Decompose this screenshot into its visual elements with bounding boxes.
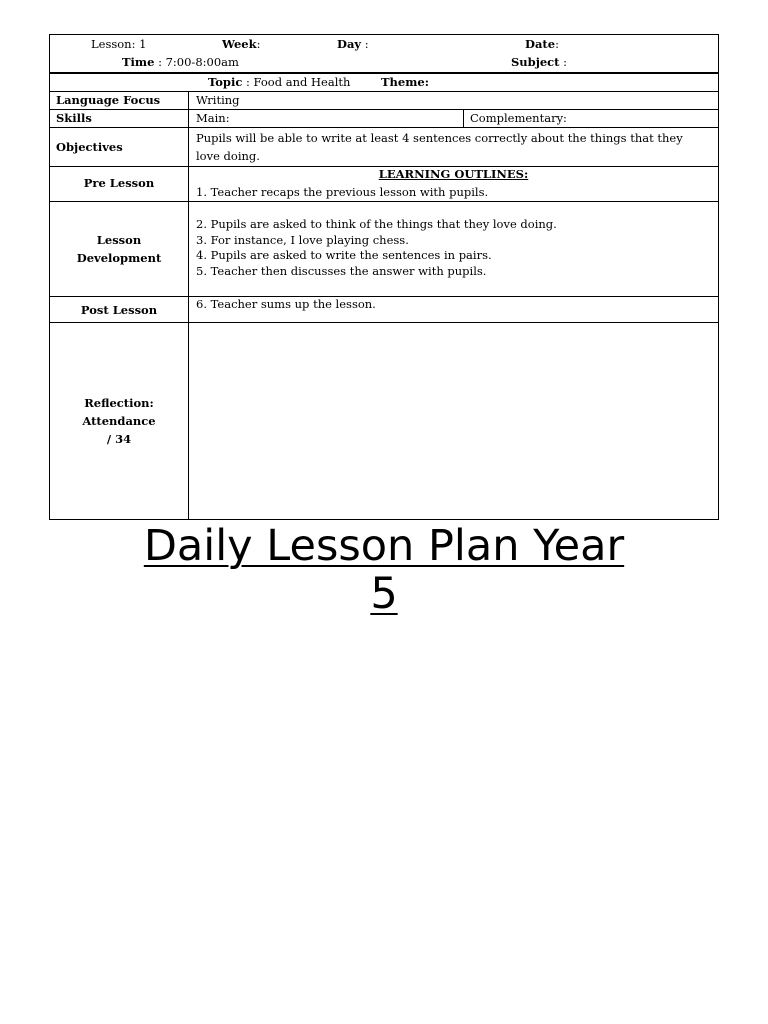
topic-row — [50, 73, 718, 92]
reflection-row — [50, 323, 718, 519]
lesson-label: Lesson: — [91, 37, 136, 51]
topic-field — [208, 75, 350, 90]
lesson-development-row — [50, 202, 718, 297]
objectives-label: Objectives — [50, 128, 189, 166]
skills-complementary-label: Complementary: — [470, 111, 567, 125]
subject-field — [511, 55, 567, 70]
post-lesson-step: 6. Teacher sums up the lesson. — [196, 297, 376, 311]
week-label: Week — [222, 37, 257, 51]
skills-complementary-cell — [464, 110, 718, 127]
skills-label: Skills — [50, 110, 189, 127]
time-value: : 7:00-8:00am — [158, 55, 239, 69]
date-separator: : — [555, 37, 559, 51]
time-label: Time — [122, 55, 155, 69]
development-step: 5. Teacher then discusses the answer with pupils. — [196, 263, 487, 278]
language-focus-value: Writing — [196, 93, 240, 107]
lesson-plan-table — [49, 34, 719, 520]
lesson-development-label: Lesson Development — [50, 202, 189, 296]
post-lesson-label: Post Lesson — [50, 297, 189, 322]
week-separator: : — [256, 37, 261, 51]
pre-lesson-label: Pre Lesson — [50, 167, 189, 201]
reflection-label: Reflection: Attendance / 34 — [50, 323, 189, 519]
date-label: Date — [525, 37, 556, 51]
skills-row — [50, 110, 718, 128]
lesson-development-content — [189, 202, 718, 296]
document-title-line-1: Daily Lesson Plan Year — [143, 521, 625, 571]
day-label: Day — [337, 37, 362, 51]
skills-main-label: Main: — [196, 111, 230, 125]
time-field — [122, 55, 239, 70]
skills-main-cell — [189, 110, 464, 127]
document-title-line-2: 5 — [370, 569, 398, 619]
development-step: 4. Pupils are asked to write the sentences in pairs. — [196, 248, 492, 262]
pre-lesson-row — [50, 167, 718, 202]
lesson-value: 1 — [139, 37, 147, 51]
language-focus-label: Language Focus — [50, 92, 189, 109]
day-field — [337, 37, 369, 52]
topic-value: : Food and Health — [245, 75, 351, 89]
pre-lesson-content — [189, 167, 718, 201]
lesson-field — [91, 37, 146, 52]
document-title — [0, 522, 768, 618]
day-separator: : — [364, 37, 369, 51]
post-lesson-row — [50, 297, 718, 323]
development-step: 3. For instance, I love playing chess. — [196, 232, 409, 247]
objectives-row — [50, 128, 718, 167]
subject-label: Subject — [511, 55, 560, 69]
date-field — [525, 37, 559, 52]
development-step: 2. Pupils are asked to think of the things that they love doing. — [196, 217, 557, 231]
reflection-content — [189, 323, 718, 519]
objectives-text: Pupils will be able to write at least 4 sentences correctly about the things that they love doing. — [196, 131, 683, 163]
language-focus-row — [50, 92, 718, 110]
theme-field — [381, 75, 429, 90]
subject-separator: : — [563, 55, 568, 69]
pre-lesson-step: 1. Teacher recaps the previous lesson with pupils. — [196, 185, 489, 199]
learning-outlines-heading: LEARNING OUTLINES: — [378, 167, 529, 181]
theme-label: Theme: — [381, 75, 429, 89]
topic-label: Topic — [208, 75, 243, 89]
week-field — [222, 37, 260, 52]
header-row — [50, 35, 718, 73]
